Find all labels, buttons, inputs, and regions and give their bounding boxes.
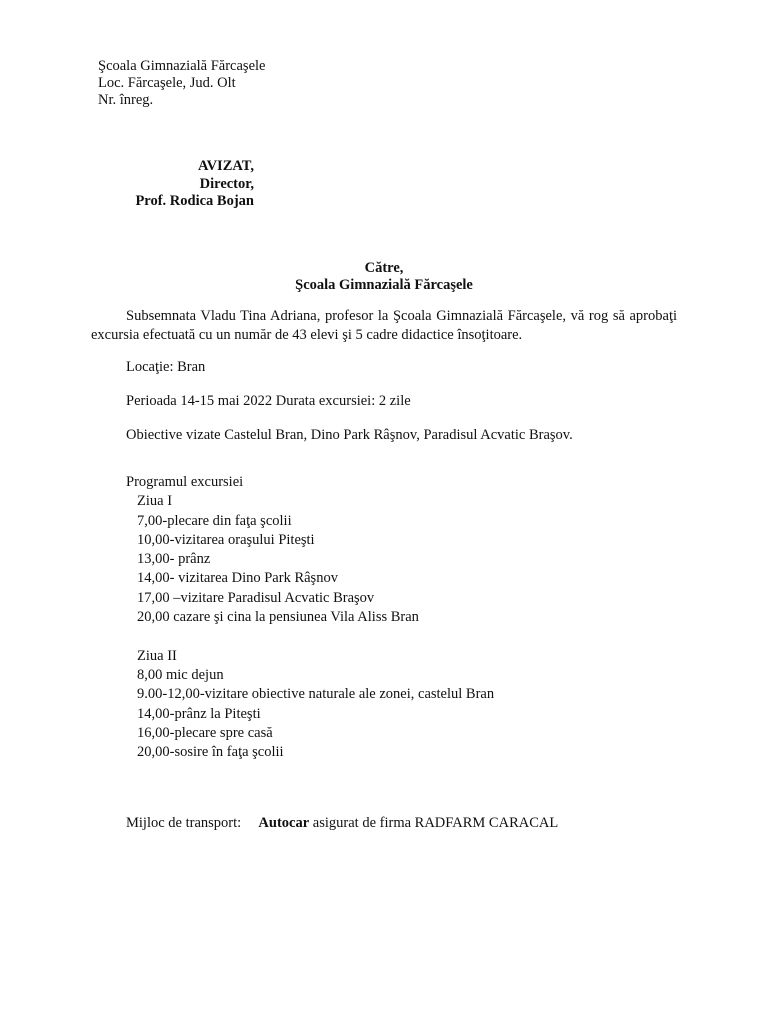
day1-item: 13,00- prânz: [137, 551, 211, 568]
program-section: [126, 473, 494, 762]
period-line: Perioada 14-15 mai 2022 Durata excursiei: 2 zile: [126, 393, 411, 409]
recipient-to: Către,: [364, 260, 404, 276]
day1-item: 14,00- vizitarea Dino Park Râşnov: [137, 570, 338, 587]
day2-item: 16,00-plecare spre casă: [137, 724, 273, 741]
header-registration: Nr. înreg.: [98, 92, 154, 108]
day2-item: 9.00-12,00-vizitare obiective naturale ale zonei, castelul Bran: [137, 686, 495, 703]
day2-item: 14,00-prânz la Piteşti: [137, 705, 261, 722]
recipient-school: Şcoala Gimnazială Fărcaşele: [295, 277, 473, 293]
day1-item: 20,00 cazare şi cina la pensiunea Vila Aliss Bran: [137, 609, 419, 626]
transport-vehicle: Autocar: [258, 815, 310, 831]
day1-label: Ziua I: [137, 493, 173, 510]
day1-item: 17,00 –vizitare Paradisul Acvatic Braşov: [137, 589, 375, 606]
day2-item: 8,00 mic dejun: [137, 666, 224, 683]
approval-role: Director,: [199, 176, 254, 192]
day1-item: 10,00-vizitarea oraşului Piteşti: [137, 531, 315, 548]
objectives-line: Obiective vizate Castelul Bran, Dino Park Râşnov, Paradisul Acvatic Braşov.: [126, 427, 573, 443]
day1-item: 7,00-plecare din faţa şcolii: [137, 512, 292, 529]
approval-name: Prof. Rodica Bojan: [135, 193, 254, 209]
program-spacer: [126, 627, 494, 646]
transport-label: Mijloc de transport:: [126, 815, 242, 831]
approval-label: AVIZAT,: [197, 158, 254, 174]
header-locality: Loc. Fărcaşele, Jud. Olt: [98, 75, 236, 91]
day2-label: Ziua II: [137, 647, 177, 664]
transport-provider: asigurat de firma RADFARM CARACAL: [312, 815, 559, 831]
transport-line: [126, 814, 558, 832]
location-line: Locaţie: Bran: [126, 359, 206, 375]
header-school: Şcoala Gimnazială Fărcaşele: [98, 58, 266, 74]
program-title: Programul excursiei: [126, 474, 244, 490]
request-paragraph: Subsemnata Vladu Tina Adriana, profesor la Şcoala Gimnazială Fărcaşele, vă rog să aprobaţi excursia efectuată cu un număr de 43 elevi şi 5 cadre didactice însoţitoare.: [91, 308, 677, 343]
day2-item: 20,00-sosire în faţa şcolii: [137, 744, 284, 761]
